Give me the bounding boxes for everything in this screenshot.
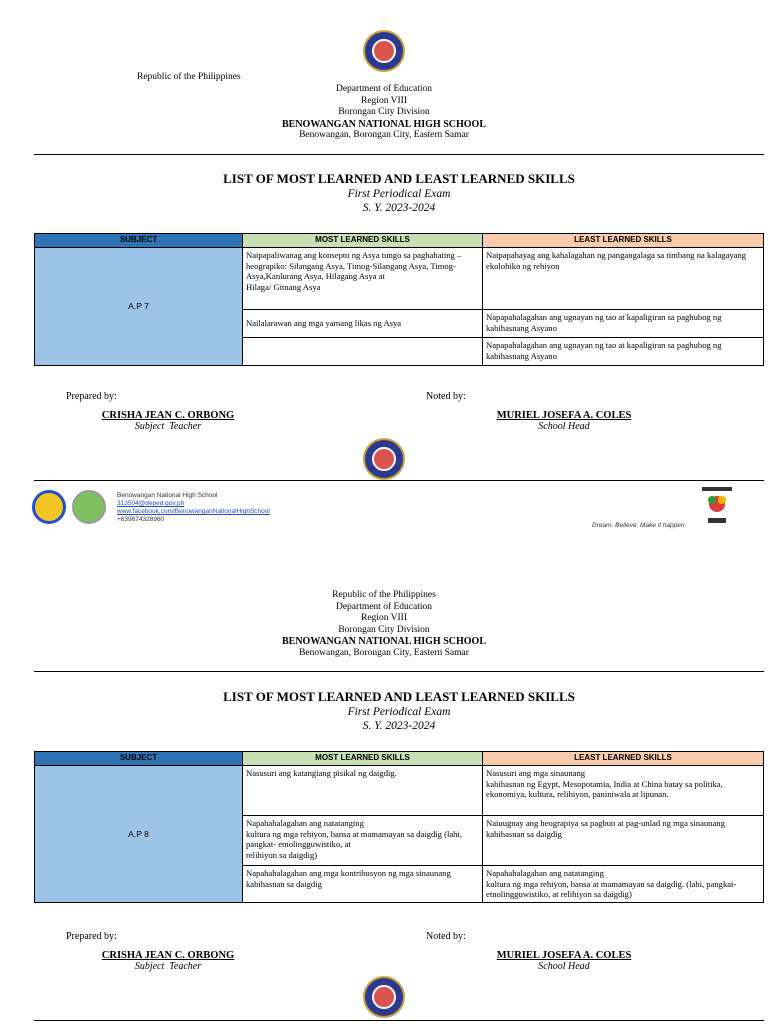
most-learned-cell: Nailalarawan ang mga yamang likas ng Asya — [243, 310, 483, 338]
school-year-text: S. Y. 2023-2024 — [362, 202, 436, 214]
most-learned-cell: Napahahalagahan ang natatanging kultura ng mga rehiyon, bansa at mamamayan sa daigdig (lahi, pangkat- etnolingguwistiko, at relihiyon sa daigdig) — [243, 816, 483, 866]
noter-name: MURIEL JOSEFA A. COLES — [496, 410, 632, 421]
preparer-name: CRISHA JEAN C. ORBONG — [101, 950, 235, 961]
prepared-by-label: Prepared by: — [66, 931, 117, 942]
noted-by-label: Noted by: — [426, 931, 466, 942]
table-row — [35, 766, 764, 816]
subject-cell: A.P 8 — [35, 766, 243, 903]
division-text: Borongan City Division — [338, 107, 430, 117]
republic-text: Republic of the Philippines — [332, 590, 436, 600]
address-text: Benowangan, Borongan City, Eastern Samar — [299, 647, 469, 658]
footer-contact — [117, 492, 270, 524]
table-row — [35, 248, 764, 310]
table-header-row — [35, 234, 764, 248]
noter-role: School Head — [538, 421, 590, 432]
preparer-role: Subject Teacher — [134, 961, 202, 972]
noter-role: School Head — [538, 961, 590, 972]
title-block — [34, 171, 764, 215]
school-name: BENOWANGAN NATIONAL HIGH SCHOOL — [281, 118, 486, 130]
division-logo-icon — [72, 490, 106, 524]
least-learned-cell: Napahahalagahan ang natatanging kultura ng mga rehiyon, bansa at mamamayan sa daigdig. (lahi, pangkat- etnolingguwistiko, at relihiyon sa daigdig) — [483, 866, 764, 903]
noted-by-label: Noted by: — [426, 391, 466, 402]
preparer-name: CRISHA JEAN C. ORBONG — [101, 410, 235, 421]
least-learned-cell: Naiuugnay ang heograpiya sa pagbuo at pag-unlad ng mga sinaunang kabihasnan sa daigdig — [483, 816, 764, 866]
least-learned-cell: Napapahalagahan ang ugnayan ng tao at kapaligiran sa paghubog ng kabihasnang Asyano — [483, 310, 764, 338]
region-text: Region VIII — [361, 95, 407, 106]
most-learned-header: MOST LEARNED SKILLS — [243, 234, 483, 248]
division-text: Borongan City Division — [338, 624, 430, 635]
footer-email-link[interactable]: 313504@deped.gov.ph — [117, 500, 185, 507]
matatag-logo-icon — [700, 486, 734, 526]
most-learned-header: MOST LEARNED SKILLS — [243, 752, 483, 766]
footer-phone: +639674328960 — [117, 516, 165, 523]
table-header-row — [35, 752, 764, 766]
most-learned-cell: Napahahalagahan ang mga kontribusyon ng mga sinaunang kabihasnan sa daigdig — [243, 866, 483, 903]
least-learned-cell: Naipapahayag ang kahalagahan ng pangangalaga sa timbang na kalagayang ekolohiko ng rehiyon — [483, 248, 764, 310]
deped-seal-icon — [363, 30, 405, 72]
footer-divider — [34, 480, 764, 481]
most-learned-cell — [243, 338, 483, 366]
department-text: Department of Education — [335, 84, 433, 94]
deped-seal-icon — [363, 438, 405, 480]
preparer-role: Subject Teacher — [134, 421, 202, 432]
least-learned-cell: Nasusuri ang mga sinaunang kabihasnan ng Egypt, Mesopotamia, India at China batay sa politika, ekonomiya, kultura, relihiyon, paniniwala at lipunan. — [483, 766, 764, 816]
header-divider — [34, 154, 764, 155]
footer-school: Benowangan National High School — [117, 492, 218, 499]
exam-text: First Periodical Exam — [347, 706, 451, 718]
noter-signature — [464, 410, 664, 432]
title-block — [34, 689, 764, 733]
least-learned-header: LEAST LEARNED SKILLS — [483, 752, 764, 766]
subject-header: SUBJECT — [35, 752, 243, 766]
noter-signature — [464, 950, 664, 972]
deped-seal-icon — [363, 976, 405, 1018]
prepared-by-label: Prepared by: — [66, 391, 117, 402]
preparer-signature — [68, 410, 268, 432]
footer-facebook-link[interactable]: www.facebook.com/BenowanganNationalHighSchool — [117, 508, 270, 515]
page-title: LIST OF MOST LEARNED AND LEAST LEARNED SKILLS — [223, 689, 575, 704]
skills-table — [34, 751, 764, 903]
footer-divider — [34, 1020, 764, 1021]
least-learned-cell: Napapahalagahan ang ugnayan ng tao at kapaligiran sa paghubog ng kabihasnang Asyano — [483, 338, 764, 366]
noter-name: MURIEL JOSEFA A. COLES — [496, 950, 632, 961]
exam-text: First Periodical Exam — [347, 188, 451, 200]
preparer-signature — [68, 950, 268, 972]
skills-table — [34, 233, 764, 366]
school-logo-icon — [32, 490, 66, 524]
republic-text: Republic of the Philippines — [137, 72, 241, 82]
school-name: BENOWANGAN NATIONAL HIGH SCHOOL — [281, 636, 486, 647]
region-text: Region VIII — [361, 613, 407, 623]
subject-cell: A.P 7 — [35, 248, 243, 366]
header-block — [234, 590, 534, 659]
school-year-text: S. Y. 2023-2024 — [362, 720, 436, 732]
page-title: LIST OF MOST LEARNED AND LEAST LEARNED SKILLS — [223, 171, 575, 186]
subject-header: SUBJECT — [35, 234, 243, 248]
header-divider — [34, 671, 764, 672]
address-text: Benowangan, Borongan City, Eastern Samar — [299, 130, 469, 140]
most-learned-cell: Nasusuri ang katangiang pisikal ng daigdig. — [243, 766, 483, 816]
header-block — [234, 84, 534, 142]
department-text: Department of Education — [335, 601, 433, 612]
footer-tagline: Dream. Believe. Make it happen. — [592, 522, 687, 529]
most-learned-cell: Naipapaliwanag ang konsepto ng Asya tungo sa paghahating –heograpiko: Silangang Asya, Timog-Silangang Asya, Timog-Asya,Kanlurang Asya, Hilagang Asya at Hilaga/ Gitnang Asya — [243, 248, 483, 310]
least-learned-header: LEAST LEARNED SKILLS — [483, 234, 764, 248]
